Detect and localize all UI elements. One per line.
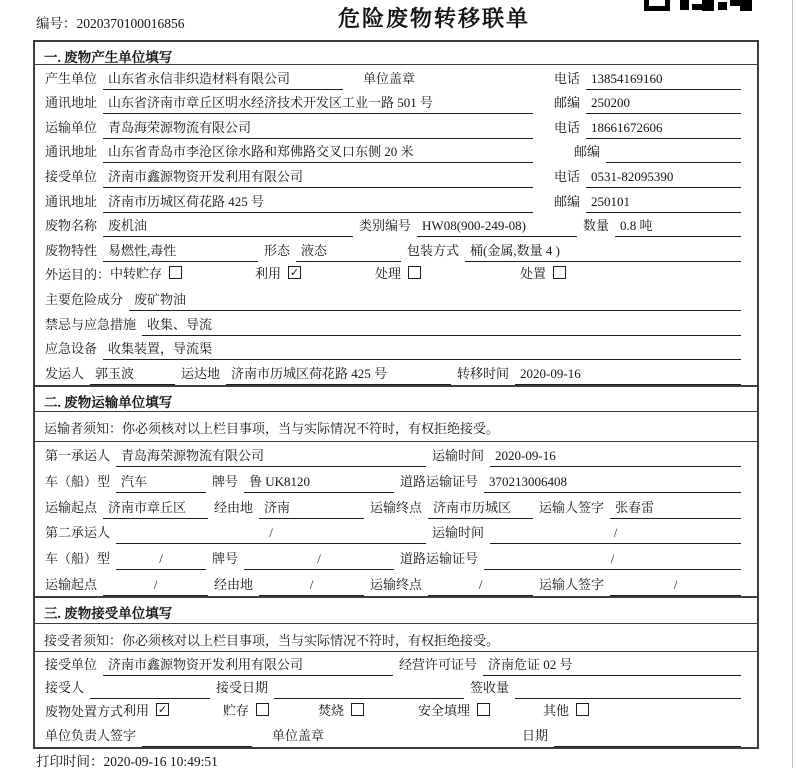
manifest-form-table	[33, 40, 759, 749]
static-text: 单位盖章	[272, 728, 325, 744]
checkbox-group	[418, 700, 543, 723]
field-value: 青岛海荣源物流有限公司	[103, 117, 533, 139]
field-value: 济南市鑫源物资开发利用有限公司	[103, 166, 533, 188]
checkbox-unchecked-icon	[576, 703, 589, 716]
checkbox-label: 安全填埋	[418, 703, 471, 719]
checkbox-group	[110, 263, 255, 286]
checkbox-group	[223, 700, 318, 723]
field-label: 道路运输证号	[400, 551, 479, 567]
field-label: 接受日期	[216, 680, 269, 696]
section-title: 二. 废物运输单位填写	[35, 387, 757, 412]
checkbox-unchecked-icon	[169, 266, 182, 279]
checkbox-label: 焚烧	[318, 703, 345, 719]
field-value: HW08(900-249-08)	[417, 218, 577, 237]
field-value: /	[103, 577, 208, 596]
checkbox-label: 其他	[543, 703, 570, 719]
field-value: /	[116, 525, 426, 544]
checkbox-label: 处理	[375, 266, 402, 282]
form-row	[35, 213, 757, 238]
checkbox-unchecked-icon	[408, 266, 421, 279]
section-title: 三. 废物接受单位填写	[35, 598, 757, 624]
form-row	[35, 286, 757, 311]
field-label: 运输时间	[432, 525, 485, 541]
form-row	[35, 360, 757, 385]
field-value: 0531-82095390	[586, 169, 741, 188]
field-value: 济南危证 02 号	[483, 654, 741, 676]
notice-text: 运输者须知：你必须核对以上栏目事项，当与实际情况不符时，有权拒绝接受。	[35, 412, 757, 442]
field-value: 桶(金属,数量 4 )	[465, 240, 741, 262]
field-label: 经营许可证号	[399, 656, 478, 672]
field-value: 鲁 UK8120	[244, 471, 394, 493]
checkbox-unchecked-icon	[477, 703, 490, 716]
field-value: 济南市历城区	[428, 497, 533, 519]
field-label: 第一承运人	[45, 448, 111, 464]
field-label: 应急设备	[45, 341, 98, 357]
field-label: 通讯地址	[45, 193, 98, 209]
field-value: 山东省青岛市李沧区徐水路和郑佛路交叉口东侧 20 米	[103, 141, 533, 163]
field-label: 类别编号	[359, 218, 412, 234]
form-row	[35, 336, 757, 361]
checkbox-group	[375, 263, 520, 286]
form-row	[35, 65, 757, 90]
form-row	[35, 519, 757, 545]
page-title: 危险废物转移联单	[338, 6, 531, 31]
form-row	[35, 699, 757, 723]
field-label: 转移时间	[457, 365, 510, 381]
field-value: /	[244, 551, 394, 570]
field-label: 主要危险成分	[45, 291, 124, 307]
field-label: 车（船）型	[45, 474, 111, 490]
field-value: 0.8 吨	[615, 215, 741, 237]
field-label: 通讯地址	[45, 95, 98, 111]
field-value: 易燃性,毒性	[103, 240, 258, 262]
waste-transporter-section	[35, 385, 757, 596]
form-row	[35, 442, 757, 468]
field-value: 废矿物油	[129, 289, 741, 311]
checkbox-group	[543, 700, 589, 723]
field-label: 车（船）型	[45, 551, 111, 567]
static-text: 单位盖章	[363, 70, 416, 86]
field-label: 运达地	[181, 365, 221, 381]
form-row	[35, 493, 757, 519]
field-label: 运输起点	[45, 499, 98, 515]
field-label: 电话	[553, 70, 580, 86]
checkbox-label: 中转贮存	[110, 266, 163, 282]
field-label: 牌号	[212, 551, 239, 567]
field-value: 青岛海荣源物流有限公司	[116, 445, 426, 467]
field-label: 电话	[553, 168, 580, 184]
checkbox-label: 处置	[520, 266, 547, 282]
field-value: 山东省永信非织造材料有限公司	[103, 68, 343, 90]
field-label: 发运人	[45, 365, 85, 381]
field-value: /	[116, 551, 206, 570]
field-value: 济南市历城区荷花路 425 号	[103, 191, 533, 213]
field-label: 包装方式	[407, 242, 460, 258]
field-label: 运输终点	[370, 499, 423, 515]
field-label: 单位负责人签字	[45, 728, 137, 744]
field-value: 郭玉波	[90, 363, 175, 385]
checkbox-group	[255, 263, 375, 286]
field-label: 接受人	[45, 680, 85, 696]
field-value: 济南市历城区荷花路 425 号	[226, 363, 451, 385]
print-time: 打印时间：2020-09-16 10:49:51	[36, 754, 218, 768]
form-row	[35, 311, 757, 336]
checkbox-label: 贮存	[223, 703, 250, 719]
field-value: /	[610, 577, 741, 596]
page-edge-line	[792, 0, 793, 768]
waste-generator-section	[35, 42, 757, 385]
field-label: 邮编	[573, 144, 600, 160]
field-value: 370213006408	[484, 474, 741, 493]
field-value	[90, 680, 210, 699]
field-label: 通讯地址	[45, 144, 98, 160]
field-value: /	[490, 525, 741, 544]
field-label: 运输时间	[432, 448, 485, 464]
field-label: 运输人签字	[539, 576, 605, 592]
field-value: 收集装置，导流渠	[103, 338, 741, 360]
form-row	[35, 570, 757, 596]
field-label: 经由地	[214, 576, 254, 592]
form-row	[35, 163, 757, 188]
field-label: 数量	[583, 218, 610, 234]
field-value	[554, 728, 741, 747]
field-value: 收集、导流	[142, 314, 741, 336]
field-value: 液态	[296, 240, 401, 262]
field-label: 形态	[264, 242, 291, 258]
document-number-value: 2020370100016856	[76, 16, 185, 31]
form-row	[35, 723, 757, 747]
field-label: 运输终点	[370, 576, 423, 592]
field-label: 电话	[553, 119, 580, 135]
checkbox-label: 利用	[255, 266, 282, 282]
form-row	[35, 114, 757, 139]
field-value: 250200	[586, 95, 741, 114]
checkbox-checked-icon: ✓	[157, 703, 168, 717]
form-row	[35, 237, 757, 262]
qr-code-partial-icon	[644, 0, 756, 12]
field-value: 张春雷	[610, 497, 741, 519]
form-row	[35, 139, 757, 164]
field-value	[142, 728, 252, 747]
field-label: 签收量	[470, 680, 510, 696]
checkbox-checked-icon: ✓	[289, 266, 300, 280]
form-row	[35, 188, 757, 213]
checkbox-unchecked-icon	[256, 703, 269, 716]
field-value: 汽车	[116, 471, 206, 493]
field-value: 250101	[586, 194, 741, 213]
field-label: 经由地	[214, 499, 254, 515]
field-value: 13854169160	[586, 71, 741, 90]
field-label: 废物处置方式	[45, 704, 124, 720]
field-label: 废物特性	[45, 242, 98, 258]
checkbox-unchecked-icon	[351, 703, 364, 716]
form-row	[35, 262, 757, 287]
field-value: 济南	[259, 497, 364, 519]
field-value: /	[259, 577, 364, 596]
checkbox-group	[318, 700, 418, 723]
form-row	[35, 652, 757, 676]
field-value: 废机油	[103, 215, 353, 237]
field-label: 日期	[522, 728, 549, 744]
field-value	[515, 680, 741, 699]
notice-text: 接受者须知：你必须核对以上栏目事项，当与实际情况不符时，有权拒绝接受。	[35, 624, 757, 652]
field-value: 2020-09-16	[490, 448, 741, 467]
field-label: 产生单位	[45, 70, 98, 86]
form-row	[35, 90, 757, 115]
field-value	[606, 144, 741, 163]
field-label: 运输起点	[45, 576, 98, 592]
field-label: 邮编	[553, 95, 580, 111]
waste-receiver-section	[35, 596, 757, 747]
field-label: 禁忌与应急措施	[45, 316, 137, 332]
document-number	[36, 12, 185, 32]
field-label: 外运目的：	[45, 267, 111, 283]
field-label: 接受单位	[45, 168, 98, 184]
field-value: /	[428, 577, 533, 596]
field-value: 济南市鑫源物资开发利用有限公司	[103, 654, 393, 676]
field-value	[274, 680, 464, 699]
checkbox-label: 利用	[123, 703, 150, 719]
field-label: 废物名称	[45, 218, 98, 234]
form-row	[35, 467, 757, 493]
field-label: 接受单位	[45, 656, 98, 672]
section-title: 一. 废物产生单位填写	[35, 42, 757, 65]
field-label: 道路运输证号	[400, 474, 479, 490]
field-value: 2020-09-16	[515, 366, 741, 385]
field-label: 运输单位	[45, 119, 98, 135]
field-value: 济南市章丘区	[103, 497, 208, 519]
field-label: 邮编	[553, 193, 580, 209]
checkbox-group	[520, 263, 566, 286]
field-label: 运输人签字	[539, 499, 605, 515]
checkbox-unchecked-icon	[553, 266, 566, 279]
field-label: 第二承运人	[45, 525, 111, 541]
field-value: /	[484, 551, 741, 570]
checkbox-group	[123, 700, 223, 723]
field-value: 山东省济南市章丘区明水经济技术开发区工业一路 501 号	[103, 92, 533, 114]
form-row	[35, 544, 757, 570]
form-row	[35, 676, 757, 700]
field-value: 18661672606	[586, 120, 741, 139]
field-label: 牌号	[212, 474, 239, 490]
document-number-label: 编号：	[36, 16, 77, 31]
